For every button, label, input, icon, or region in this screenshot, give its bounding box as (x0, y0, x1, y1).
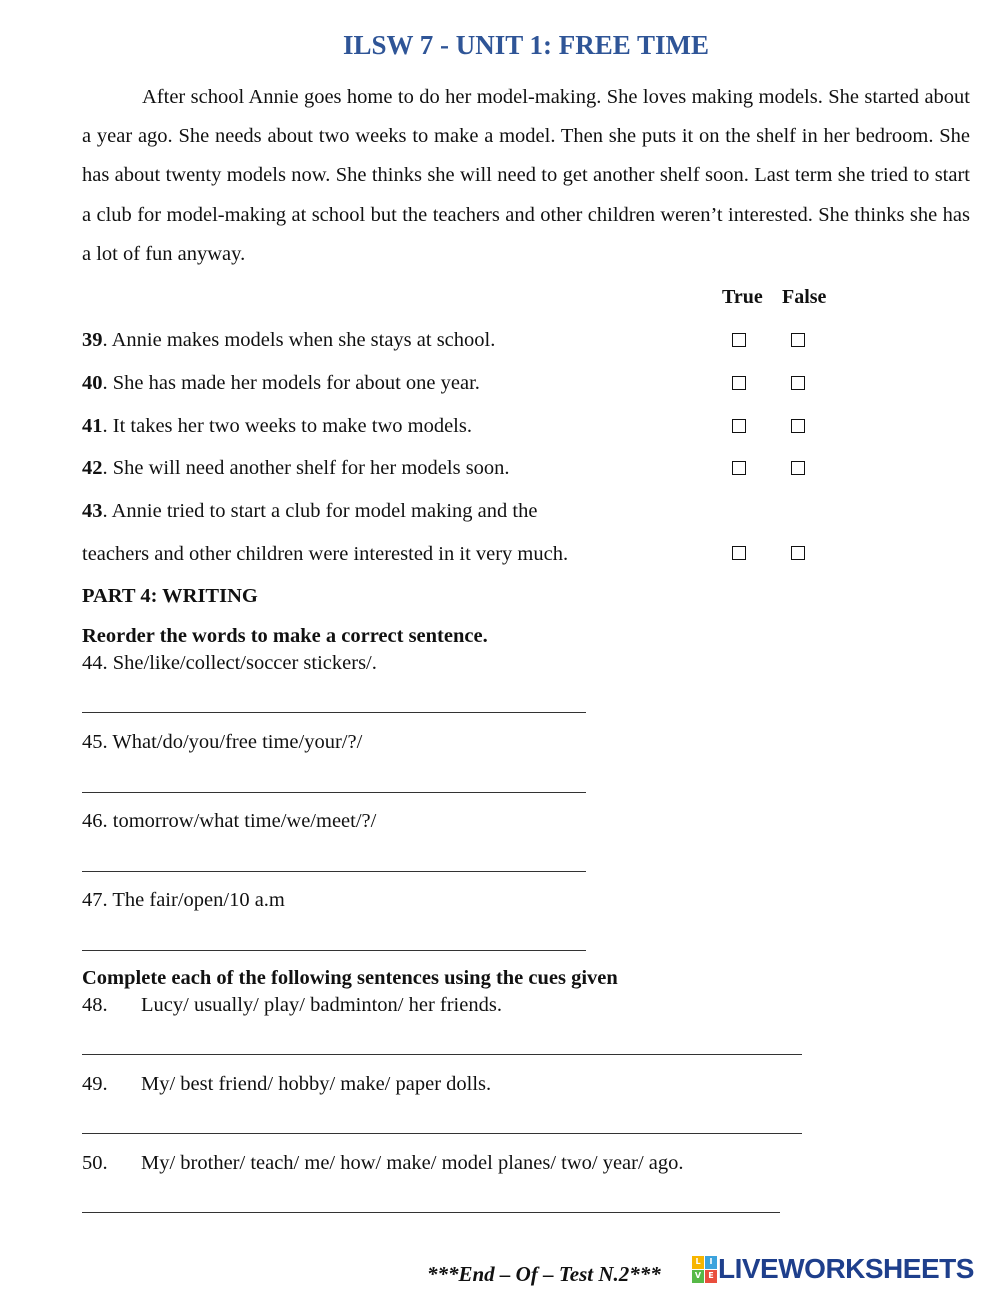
reorder-item-46: 46. tomorrow/what time/we/meet/?/ (82, 810, 377, 832)
liveworksheets-logo-icon: L I V E (692, 1256, 716, 1282)
reorder-item-45: 45. What/do/you/free time/your/?/ (82, 731, 363, 753)
answer-line-47[interactable] (82, 950, 586, 951)
reorder-item-44: 44. She/like/collect/soccer stickers/. (82, 652, 377, 674)
true-column-header: True (722, 286, 763, 308)
q40-true-checkbox[interactable] (732, 376, 746, 390)
question-40: 40. She has made her models for about one year. (82, 372, 480, 394)
q39-false-checkbox[interactable] (791, 333, 805, 347)
reorder-item-47: 47. The fair/open/10 a.m (82, 889, 285, 911)
answer-line-48[interactable] (82, 1054, 802, 1055)
question-42: 42. She will need another shelf for her models soon. (82, 457, 510, 479)
q41-true-checkbox[interactable] (732, 419, 746, 433)
q43-true-checkbox[interactable] (732, 546, 746, 560)
question-41: 41. It takes her two weeks to make two models. (82, 415, 472, 437)
answer-line-46[interactable] (82, 871, 586, 872)
false-column-header: False (782, 286, 827, 308)
answer-line-44[interactable] (82, 712, 586, 713)
liveworksheets-logo[interactable] (692, 1254, 988, 1284)
complete-item-48: 48. Lucy/ usually/ play/ badminton/ her friends. (82, 994, 502, 1016)
answer-line-50[interactable] (82, 1212, 780, 1213)
q42-false-checkbox[interactable] (791, 461, 805, 475)
complete-item-49: 49. My/ best friend/ hobby/ make/ paper dolls. (82, 1073, 492, 1095)
reorder-instruction: Reorder the words to make a correct sentence. (82, 625, 488, 647)
q39-true-checkbox[interactable] (732, 333, 746, 347)
end-of-test-footer: ***End – Of – Test N.2*** (427, 1262, 661, 1286)
q40-false-checkbox[interactable] (791, 376, 805, 390)
question-43: 43. Annie tried to start a club for model making and the (82, 500, 538, 522)
q43-false-checkbox[interactable] (791, 546, 805, 560)
complete-instruction: Complete each of the following sentences using the cues given (82, 967, 618, 989)
page-title: ILSW 7 - UNIT 1: FREE TIME (342, 30, 710, 60)
complete-item-50: 50. My/ brother/ teach/ me/ how/ make/ model planes/ two/ year/ ago. (82, 1152, 684, 1174)
reading-passage (82, 78, 970, 274)
question-43-continued: teachers and other children were interested in it very much. (82, 543, 569, 565)
part4-heading: PART 4: WRITING (82, 585, 258, 607)
q41-false-checkbox[interactable] (791, 419, 805, 433)
q42-true-checkbox[interactable] (732, 461, 746, 475)
liveworksheets-logo-text: LIVEWORKSHEETS (718, 1253, 974, 1284)
passage-text: After school Annie goes home to do her model-making. She loves making models. She started about a year ago. She needs about two weeks to make a model. Then she puts it on the shelf in her bedroom. She has about twenty models now. She thinks she will need to get another shelf soon. Last term she tried to start a club for model-making at school but the teachers and other children weren’t interested. She thinks she has a lot of fun anyway. (82, 86, 970, 265)
answer-line-49[interactable] (82, 1133, 802, 1134)
answer-line-45[interactable] (82, 792, 586, 793)
question-39: 39. Annie makes models when she stays at school. (82, 329, 496, 351)
